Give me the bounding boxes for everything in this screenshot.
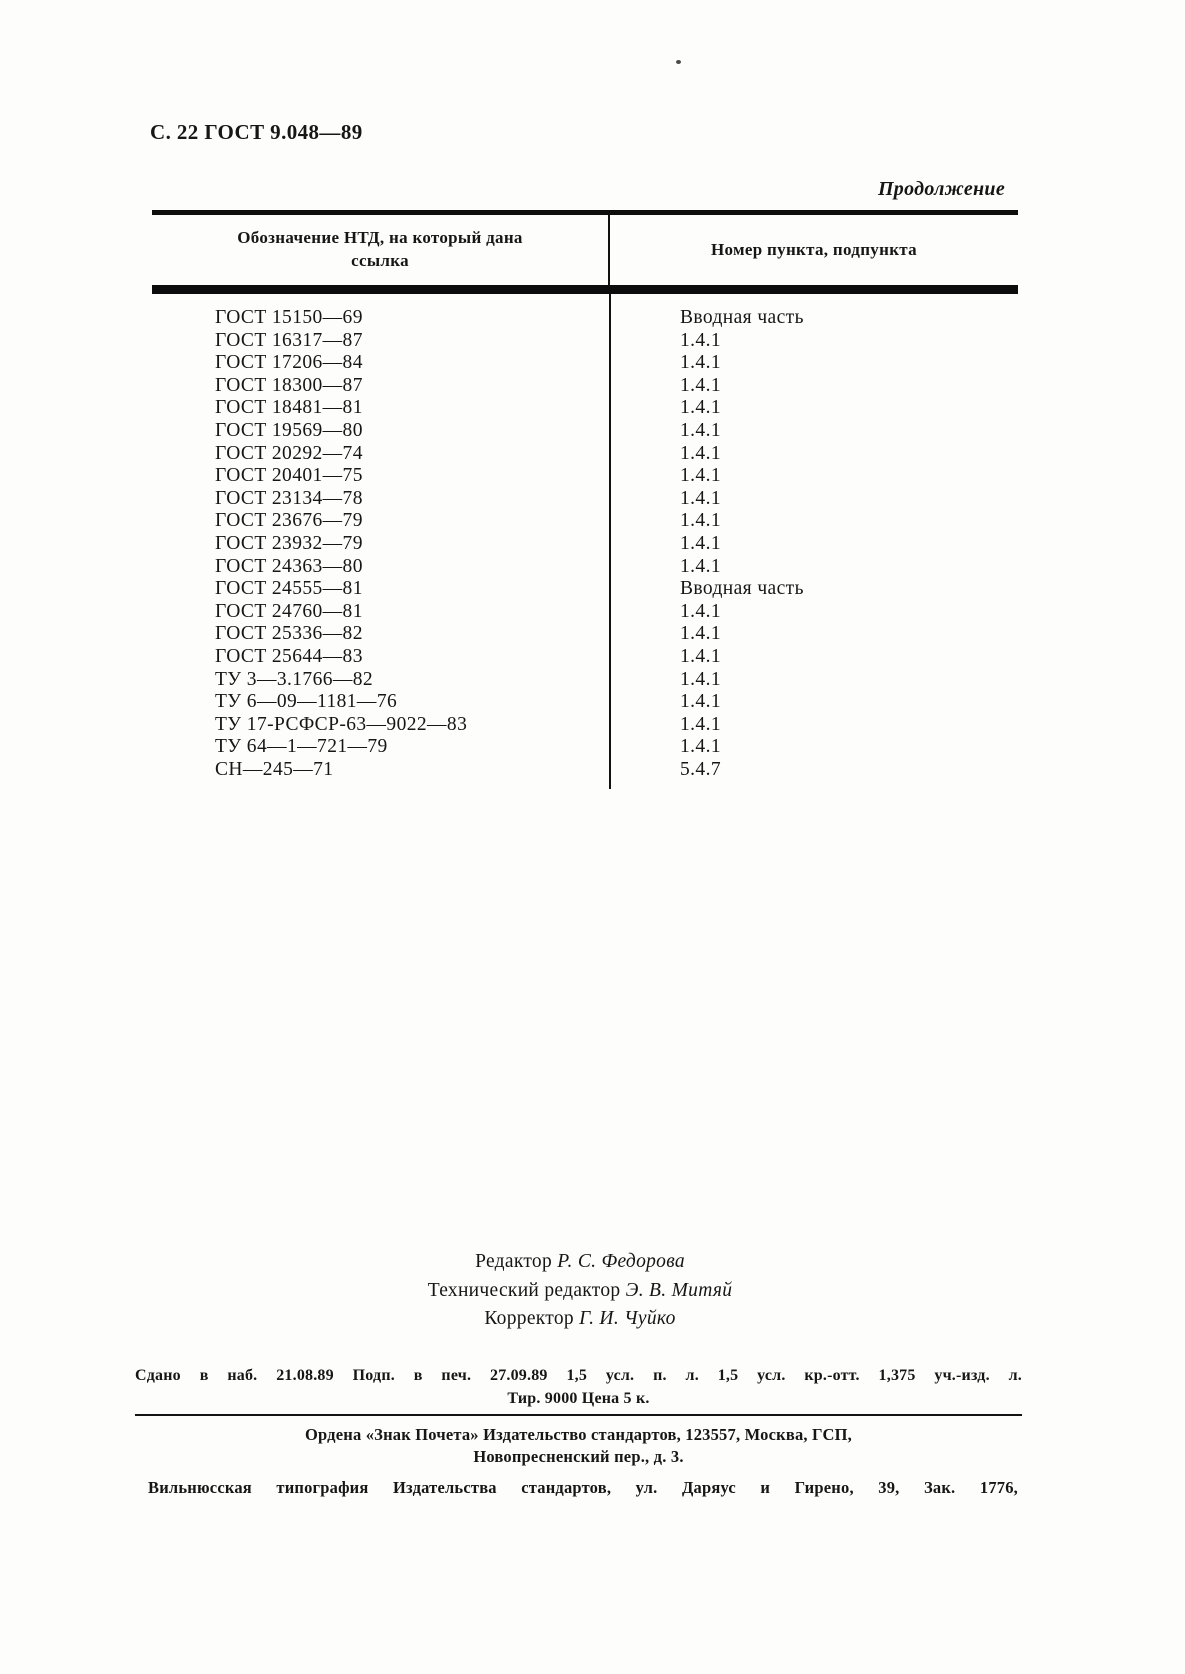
table-row xyxy=(152,669,1018,692)
clause-number: Вводная часть xyxy=(680,307,804,328)
ntd-reference: ГОСТ 24760—81 xyxy=(215,600,363,622)
table-row xyxy=(152,556,1018,579)
clause-number: 1.4.1 xyxy=(680,465,721,487)
credit-editor xyxy=(0,1248,1160,1277)
imprint-block xyxy=(135,1364,1022,1410)
ntd-reference: ГОСТ 19569—80 xyxy=(215,419,363,441)
clause-number: 1.4.1 xyxy=(680,555,721,577)
table-row xyxy=(152,510,1018,533)
ntd-reference: ГОСТ 23932—79 xyxy=(215,532,363,554)
ntd-reference: СН—245—71 xyxy=(215,758,334,780)
table-row xyxy=(152,691,1018,714)
column-header-ntd: Обозначение НТД, на который дана ссылка xyxy=(152,215,610,285)
ntd-reference: ГОСТ 20292—74 xyxy=(215,442,363,464)
table-body xyxy=(152,294,1018,789)
credit-name: Г. И. Чуйко xyxy=(579,1308,676,1329)
ntd-reference: ГОСТ 20401—75 xyxy=(215,465,363,487)
table-row xyxy=(152,488,1018,511)
continuation-label: Продолжение xyxy=(877,178,1005,200)
table-row xyxy=(152,646,1018,669)
page-header: С. 22 ГОСТ 9.048—89 xyxy=(150,120,363,144)
ntd-reference: ГОСТ 25644—83 xyxy=(215,645,363,667)
credit-technical-editor xyxy=(0,1277,1160,1306)
table-row xyxy=(152,578,1018,601)
column-header-clause: Номер пункта, подпункта xyxy=(711,239,917,259)
table-row xyxy=(152,736,1018,759)
printer-line: Вильнюсская типография Издательства стандартов, ул. Даряус и Гирено, 39, Зак. 1776, xyxy=(148,1478,1018,1497)
clause-number: 1.4.1 xyxy=(680,736,721,758)
ntd-reference: ГОСТ 25336—82 xyxy=(215,623,363,645)
table-row xyxy=(152,397,1018,420)
clause-number: 1.4.1 xyxy=(680,442,721,464)
table-row xyxy=(152,601,1018,624)
ntd-reference: ТУ 3—3.1766—82 xyxy=(215,668,374,690)
publisher-line-2: Новопресненский пер., д. 3. xyxy=(473,1447,684,1466)
table-row xyxy=(152,330,1018,353)
clause-number: 1.4.1 xyxy=(680,487,721,509)
ntd-reference: ГОСТ 17206—84 xyxy=(215,352,363,374)
credit-name: Р. С. Федорова xyxy=(557,1251,685,1272)
ntd-reference: ТУ 17-РСФСР-63—9022—83 xyxy=(215,713,468,735)
table-row xyxy=(152,623,1018,646)
table-header-row xyxy=(152,215,1018,285)
clause-number: 1.4.1 xyxy=(680,600,721,622)
ntd-reference: ГОСТ 18481—81 xyxy=(215,397,363,419)
clause-number: 1.4.1 xyxy=(680,713,721,735)
ntd-reference: ГОСТ 16317—87 xyxy=(215,329,363,351)
ntd-reference: ГОСТ 23676—79 xyxy=(215,510,363,532)
table-row xyxy=(152,307,1018,330)
publisher-line-1: Ордена «Знак Почета» Издательство стандартов, 123557, Москва, ГСП, xyxy=(304,1425,853,1444)
table-row xyxy=(152,375,1018,398)
table-row xyxy=(152,759,1018,782)
clause-number: 1.4.1 xyxy=(680,329,721,351)
references-table xyxy=(152,210,1018,789)
clause-number: 1.4.1 xyxy=(680,645,721,667)
clause-number: 1.4.1 xyxy=(680,374,721,396)
clause-number: 1.4.1 xyxy=(680,623,721,645)
credit-role: Технический редактор xyxy=(427,1279,621,1301)
clause-number: 1.4.1 xyxy=(680,397,721,419)
table-row xyxy=(152,420,1018,443)
table-row xyxy=(152,443,1018,466)
clause-number: Вводная часть xyxy=(680,578,804,600)
clause-number: 1.4.1 xyxy=(680,510,721,532)
credit-proofreader xyxy=(0,1305,1160,1334)
clause-number: 1.4.1 xyxy=(680,532,721,554)
clause-number: 1.4.1 xyxy=(680,352,721,374)
table-header-rule xyxy=(152,285,1018,294)
clause-number: 1.4.1 xyxy=(680,419,721,441)
publisher-block xyxy=(135,1424,1022,1468)
credit-role: Редактор xyxy=(475,1251,553,1272)
table-row xyxy=(152,352,1018,375)
clause-number: 5.4.7 xyxy=(680,758,721,780)
table-row xyxy=(152,465,1018,488)
ntd-reference: ГОСТ 24555—81 xyxy=(215,578,363,600)
clause-number: 1.4.1 xyxy=(680,691,721,713)
ntd-reference: ТУ 64—1—721—79 xyxy=(215,736,388,758)
scan-speck xyxy=(676,60,681,64)
credit-name: Э. В. Митяй xyxy=(625,1279,733,1301)
ntd-reference: ГОСТ 24363—80 xyxy=(215,555,363,577)
credit-role: Корректор xyxy=(484,1308,574,1329)
imprint-line-2: Тир. 9000 Цена 5 к. xyxy=(507,1390,650,1407)
ntd-reference: ГОСТ 15150—69 xyxy=(215,307,363,328)
credits-block xyxy=(0,1248,1160,1334)
clause-number: 1.4.1 xyxy=(680,668,721,690)
imprint-line-1: Сдано в наб. 21.08.89 Подп. в печ. 27.09.89 1,5 усл. п. л. 1,5 усл. кр.-отт. 1,375 уч.-изд. л. xyxy=(135,1367,1022,1384)
ntd-reference: ТУ 6—09—1181—76 xyxy=(215,691,398,713)
ntd-reference: ГОСТ 18300—87 xyxy=(215,374,363,396)
imprint-divider-rule xyxy=(135,1414,1022,1416)
ntd-reference: ГОСТ 23134—78 xyxy=(215,487,363,509)
table-row xyxy=(152,533,1018,556)
table-row xyxy=(152,714,1018,737)
